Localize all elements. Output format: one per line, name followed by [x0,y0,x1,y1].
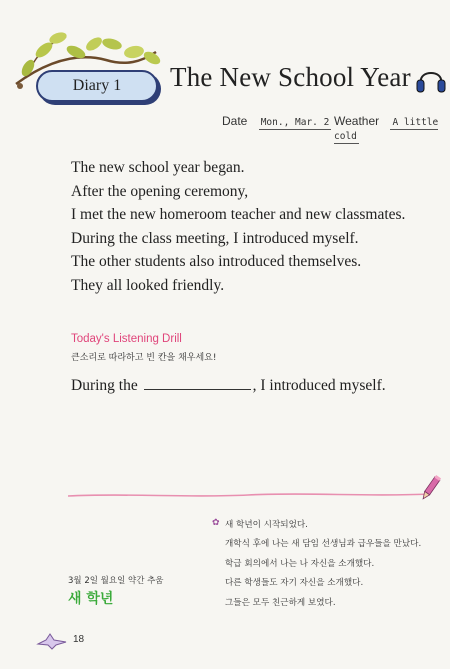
listening-drill-sentence [71,375,386,395]
diary-number-badge: Diary 1 [36,70,158,102]
weather-value: A little cold [334,117,439,142]
date-field [222,114,331,128]
translation-text [213,516,421,613]
translation-date: 3월 2일 월요일 약간 추움 [68,576,164,586]
listening-drill-instruction: 큰소리로 따라하고 빈 칸을 채우세요! [71,353,217,363]
translation-title: 새 학년 [68,591,114,607]
weather-label: Weather [334,114,380,128]
date-value: Mon., Mar. 2 [260,117,330,128]
bullet-flower-icon: ✿ [212,517,220,527]
date-label: Date [222,114,248,128]
translation-line: 그들은 모두 친근하게 보였다. [225,597,336,608]
story-line: After the opening ceremony, [71,182,249,200]
weather-field [334,114,450,142]
fill-in-blank[interactable] [144,375,251,390]
drill-sentence-end: , I introduced myself. [252,377,386,394]
story-line: The new school year began. [71,159,245,176]
headphones-icon[interactable] [416,62,446,96]
translation-line: 다른 학생들도 자기 자신을 소개했다. [225,578,364,589]
translation-line: 개학식 후에 나는 새 담임 선생님과 급우들을 만났다. [225,539,422,550]
drill-sentence-start: During the [71,377,138,394]
story-line: They all looked friendly. [71,276,225,294]
page-decoration-icon [36,632,68,650]
page-number: 18 [73,634,85,645]
translation-line: 학급 회의에서 나는 나 자신을 소개했다. [225,558,375,569]
pencil-icon [418,474,442,504]
diary-story [71,156,405,298]
listening-drill-title: Today's Listening Drill [71,333,182,345]
divider-line [68,488,430,502]
story-line: I met the new homeroom teacher and new classmates. [71,206,406,224]
story-line: The other students also introduced themselves. [71,253,362,271]
page-title: The New School Year [170,62,411,92]
translation-line: 새 학년이 시작되었다. [225,520,308,530]
story-line: During the class meeting, I introduced myself. [71,229,359,247]
